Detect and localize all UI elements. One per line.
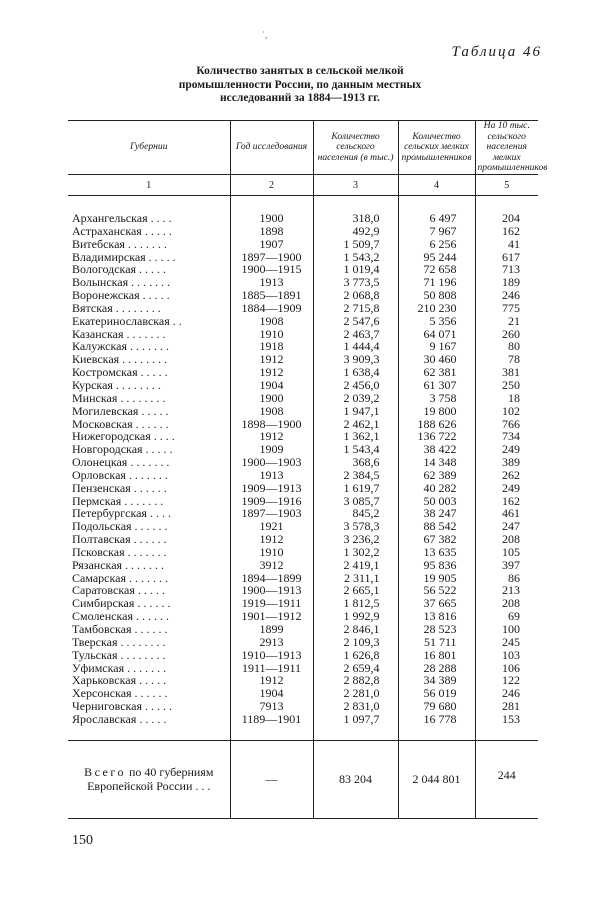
rural-population: 1 509,7	[313, 238, 398, 251]
column-number: 1	[68, 175, 230, 196]
survey-year: 1912	[230, 366, 313, 379]
survey-year: 1912	[230, 533, 313, 546]
total-count: 2 044 801	[398, 740, 475, 818]
craftsmen-count: 28 523	[398, 623, 475, 636]
survey-year: 1918	[230, 340, 313, 353]
header-craftsmen-per-10k: На 10 тыс. сельского населения мелких промышленников	[475, 121, 538, 175]
survey-year: 1910—1913	[230, 649, 313, 662]
craftsmen-count: 14 348	[398, 456, 475, 469]
total-per-10k: 244	[475, 740, 538, 818]
rural-population: 2 665,1	[313, 584, 398, 597]
province-name: Подольская . . . . . .	[72, 520, 168, 534]
craftsmen-count: 16 801	[398, 649, 475, 662]
rural-population: 1 626,8	[313, 649, 398, 662]
craftsmen-count: 210 230	[398, 302, 475, 315]
craftsmen-per-10k: 281	[475, 700, 538, 713]
craftsmen-count: 7 967	[398, 225, 475, 238]
survey-year: 3912	[230, 559, 313, 572]
craftsmen-per-10k: 775	[475, 302, 538, 315]
craftsmen-per-10k: 262	[475, 469, 538, 482]
craftsmen-per-10k: 86	[475, 572, 538, 585]
survey-year: 7913	[230, 700, 313, 713]
total-label	[68, 740, 230, 818]
total-label-rest: по 40 губерниям Европейской России . . .	[87, 765, 214, 794]
survey-year: 1909—1913	[230, 482, 313, 495]
province-name: Самарская . . . . . . .	[72, 571, 168, 585]
rural-population: 2 831,0	[313, 700, 398, 713]
craftsmen-count: 61 307	[398, 379, 475, 392]
survey-year: 1912	[230, 674, 313, 687]
craftsmen-per-10k: 102	[475, 405, 538, 418]
rural-population: 368,6	[313, 456, 398, 469]
craftsmen-per-10k: 617	[475, 251, 538, 264]
rural-population: 1 992,9	[313, 610, 398, 623]
total-year: —	[230, 740, 313, 818]
survey-year: 1921	[230, 520, 313, 533]
craftsmen-per-10k: 250	[475, 379, 538, 392]
craftsmen-count: 6 497	[398, 212, 475, 225]
craftsmen-per-10k: 213	[475, 584, 538, 597]
craftsmen-count: 30 460	[398, 353, 475, 366]
craftsmen-per-10k: 78	[475, 353, 538, 366]
province-name: Харьковская . . . . .	[72, 674, 167, 688]
province-name: Орловская . . . . . . .	[72, 468, 168, 482]
survey-year: 1910	[230, 328, 313, 341]
province-name: Архангельская . . . .	[72, 212, 172, 225]
craftsmen-count: 38 422	[398, 443, 475, 456]
province-name: Нижегородская . . . .	[72, 430, 175, 444]
table-row	[68, 366, 538, 379]
craftsmen-count: 51 711	[398, 636, 475, 649]
craftsmen-per-10k: 260	[475, 328, 538, 341]
page-number: 150	[72, 833, 93, 848]
table-row	[68, 328, 538, 341]
table-row	[68, 584, 538, 597]
craftsmen-per-10k: 18	[475, 392, 538, 405]
craftsmen-count: 95 836	[398, 559, 475, 572]
table-row	[68, 597, 538, 610]
survey-year: 1913	[230, 276, 313, 289]
craftsmen-per-10k: 105	[475, 546, 538, 559]
craftsmen-per-10k: 461	[475, 507, 538, 520]
craftsmen-count: 3 758	[398, 392, 475, 405]
rural-population: 845,2	[313, 507, 398, 520]
craftsmen-count: 5 356	[398, 315, 475, 328]
craftsmen-per-10k: 249	[475, 443, 538, 456]
craftsmen-per-10k: 381	[475, 366, 538, 379]
header-rural-population: Количество сельского населения (в тыс.)	[313, 121, 398, 175]
rural-population: 3 773,5	[313, 276, 398, 289]
craftsmen-count: 79 680	[398, 700, 475, 713]
craftsmen-per-10k: 80	[475, 340, 538, 353]
title-line-1: Количество занятых в сельской мелкой	[196, 65, 404, 77]
craftsmen-per-10k: 204	[475, 212, 538, 225]
table-row	[68, 405, 538, 418]
rural-population: 1 812,5	[313, 597, 398, 610]
survey-year: 1910	[230, 546, 313, 559]
craftsmen-count: 28 288	[398, 662, 475, 675]
province-name: Пермская . . . . . . .	[72, 494, 164, 508]
craftsmen-per-10k: 106	[475, 662, 538, 675]
craftsmen-per-10k: 100	[475, 623, 538, 636]
survey-year: 1900—1903	[230, 456, 313, 469]
rural-population: 1 444,4	[313, 340, 398, 353]
craftsmen-count: 64 071	[398, 328, 475, 341]
column-number: 2	[230, 175, 313, 196]
craftsmen-count: 37 665	[398, 597, 475, 610]
rural-population: 492,9	[313, 225, 398, 238]
craftsmen-per-10k: 208	[475, 533, 538, 546]
province-name: Рязанская . . . . . . .	[72, 558, 165, 572]
craftsmen-per-10k: 766	[475, 418, 538, 431]
table-row	[68, 212, 538, 225]
table-row	[68, 418, 538, 431]
survey-year: 1909—1916	[230, 495, 313, 508]
rural-population: 2 311,1	[313, 572, 398, 585]
title-line-3: исследований за 1884—1913 гг.	[220, 92, 380, 104]
rural-population: 2 068,8	[313, 289, 398, 302]
rural-population: 2 882,8	[313, 674, 398, 687]
rural-population: 1 947,1	[313, 405, 398, 418]
craftsmen-count: 50 003	[398, 495, 475, 508]
table-row	[68, 495, 538, 508]
rural-population: 3 085,7	[313, 495, 398, 508]
total-row	[68, 740, 538, 818]
survey-year: 1897—1903	[230, 507, 313, 520]
province-name: Витебская . . . . . . .	[72, 237, 167, 251]
province-name: Херсонская . . . . . .	[72, 687, 168, 701]
header-province: Губернии	[68, 121, 230, 175]
survey-year: 1900	[230, 392, 313, 405]
rural-population: 3 236,2	[313, 533, 398, 546]
spacer-row	[68, 726, 538, 741]
table-row	[68, 340, 538, 353]
province-name: Воронежская . . . . .	[72, 289, 170, 302]
survey-year: 2913	[230, 636, 313, 649]
rural-population: 1 638,4	[313, 366, 398, 379]
survey-year: 1908	[230, 405, 313, 418]
craftsmen-count: 13 635	[398, 546, 475, 559]
survey-year: 1899	[230, 623, 313, 636]
table-row	[68, 238, 538, 251]
craftsmen-per-10k: 189	[475, 276, 538, 289]
table-row	[68, 520, 538, 533]
table-row	[68, 251, 538, 264]
craftsmen-count: 19 905	[398, 572, 475, 585]
craftsmen-count: 34 389	[398, 674, 475, 687]
table-row	[68, 610, 538, 623]
province-name: Саратовская . . . . .	[72, 584, 165, 598]
craftsmen-per-10k: 162	[475, 225, 538, 238]
table-row	[68, 507, 538, 520]
survey-year: 1189—1901	[230, 713, 313, 726]
table-row	[68, 674, 538, 687]
rural-population: 2 659,4	[313, 662, 398, 675]
table-row	[68, 713, 538, 726]
province-name: Казанская . . . . . . .	[72, 327, 166, 341]
rural-population: 2 846,1	[313, 623, 398, 636]
province-name: Московская . . . . . .	[72, 417, 169, 431]
survey-year: 1901—1912	[230, 610, 313, 623]
craftsmen-per-10k: 734	[475, 430, 538, 443]
survey-year: 1897—1900	[230, 251, 313, 264]
craftsmen-per-10k: 389	[475, 456, 538, 469]
province-name: Новгородская . . . . .	[72, 443, 173, 457]
craftsmen-count: 19 800	[398, 405, 475, 418]
province-name: Волынская . . . . . . .	[72, 276, 171, 290]
title-line-2: промышленности России, по данным местных	[178, 78, 422, 91]
table-row	[68, 430, 538, 443]
craftsmen-per-10k: 397	[475, 559, 538, 572]
craftsmen-count: 62 381	[398, 366, 475, 379]
craftsmen-per-10k: 41	[475, 238, 538, 251]
province-name: Ярославская . . . . .	[72, 712, 167, 726]
survey-year: 1913	[230, 469, 313, 482]
column-number: 3	[313, 175, 398, 196]
table-row	[68, 263, 538, 276]
print-speck: ˙,	[262, 30, 268, 40]
province-name: Вятская . . . . . . . .	[72, 301, 161, 315]
craftsmen-count: 16 778	[398, 713, 475, 726]
rural-population: 2 456,0	[313, 379, 398, 392]
craftsmen-count: 188 626	[398, 418, 475, 431]
table-row	[68, 289, 538, 302]
column-number: 4	[398, 175, 475, 196]
table-row	[68, 623, 538, 636]
craftsmen-per-10k: 153	[475, 713, 538, 726]
craftsmen-per-10k: 249	[475, 482, 538, 495]
table-label: Таблица 46	[451, 44, 542, 60]
table-row	[68, 276, 538, 289]
table-row	[68, 469, 538, 482]
survey-year: 1907	[230, 238, 313, 251]
rural-population: 1 543,4	[313, 443, 398, 456]
survey-year: 1898	[230, 225, 313, 238]
province-name: Тверская . . . . . . . .	[72, 635, 166, 649]
craftsmen-per-10k: 208	[475, 597, 538, 610]
rural-population: 3 909,3	[313, 353, 398, 366]
rural-population: 2 715,8	[313, 302, 398, 315]
rural-population: 2 419,1	[313, 559, 398, 572]
header-row	[68, 121, 538, 175]
rural-population: 1 097,7	[313, 713, 398, 726]
province-name: Калужская . . . . . . .	[72, 340, 170, 354]
survey-year: 1904	[230, 379, 313, 392]
rural-population: 318,0	[313, 212, 398, 225]
craftsmen-count: 67 382	[398, 533, 475, 546]
rural-population: 1 362,1	[313, 430, 398, 443]
rural-population: 1 302,2	[313, 546, 398, 559]
province-name: Смоленская . . . . . .	[72, 610, 169, 623]
table-row	[68, 662, 538, 675]
table-row	[68, 302, 538, 315]
rural-population: 3 578,3	[313, 520, 398, 533]
craftsmen-count: 38 247	[398, 507, 475, 520]
survey-year: 1904	[230, 687, 313, 700]
survey-year: 1911—1911	[230, 662, 313, 675]
survey-year: 1900—1913	[230, 584, 313, 597]
table-row	[68, 353, 538, 366]
craftsmen-per-10k: 162	[475, 495, 538, 508]
craftsmen-per-10k: 122	[475, 674, 538, 687]
province-name: Уфимская . . . . . . .	[72, 661, 167, 675]
header-year: Год исследования	[230, 121, 313, 175]
table-row	[68, 392, 538, 405]
province-name: Вологодская . . . . .	[72, 263, 167, 277]
craftsmen-count: 13 816	[398, 610, 475, 623]
table-row	[68, 379, 538, 392]
rural-population: 2 547,6	[313, 315, 398, 328]
province-name: Тульская . . . . . . . .	[72, 648, 166, 662]
survey-year: 1885—1891	[230, 289, 313, 302]
province-name: Минская . . . . . . . .	[72, 391, 166, 405]
province-name: Симбирская . . . . . .	[72, 597, 171, 611]
table-row	[68, 572, 538, 585]
craftsmen-count: 71 196	[398, 276, 475, 289]
table-row	[68, 482, 538, 495]
rural-population: 2 039,2	[313, 392, 398, 405]
survey-year: 1919—1911	[230, 597, 313, 610]
spacer-row	[68, 196, 538, 213]
total-label-spaced: Всего	[84, 765, 126, 780]
craftsmen-per-10k: 247	[475, 520, 538, 533]
table-row	[68, 636, 538, 649]
craftsmen-count: 56 019	[398, 687, 475, 700]
table-row	[68, 687, 538, 700]
rural-population: 1 619,7	[313, 482, 398, 495]
province-name: Псковская . . . . . . .	[72, 545, 167, 559]
header-craftsmen-count: Количество сельских мелких промышленников	[398, 121, 475, 175]
table-row	[68, 649, 538, 662]
craftsmen-count: 9 167	[398, 340, 475, 353]
survey-year: 1898—1900	[230, 418, 313, 431]
craftsmen-count: 6 256	[398, 238, 475, 251]
craftsmen-per-10k: 245	[475, 636, 538, 649]
province-name: Екатеринославская . .	[72, 314, 182, 328]
province-name: Олонецкая . . . . . . .	[72, 456, 170, 469]
survey-year: 1908	[230, 315, 313, 328]
craftsmen-count: 62 389	[398, 469, 475, 482]
table-row	[68, 315, 538, 328]
craftsmen-count: 50 808	[398, 289, 475, 302]
province-name: Черниговская . . . . .	[72, 700, 173, 713]
province-name: Могилевская . . . . .	[72, 404, 169, 418]
province-name: Костромская . . . . .	[72, 366, 168, 379]
survey-year: 1900—1915	[230, 263, 313, 276]
table-title	[150, 65, 450, 106]
craftsmen-count: 40 282	[398, 482, 475, 495]
total-population: 83 204	[313, 740, 398, 818]
table-row	[68, 225, 538, 238]
survey-year: 1909	[230, 443, 313, 456]
survey-year: 1900	[230, 212, 313, 225]
craftsmen-count: 136 722	[398, 430, 475, 443]
craftsmen-count: 72 658	[398, 263, 475, 276]
survey-year: 1884—1909	[230, 302, 313, 315]
rural-population: 2 462,1	[313, 418, 398, 431]
table-row	[68, 546, 538, 559]
table-row	[68, 456, 538, 469]
column-number-row	[68, 175, 538, 196]
province-name: Курская . . . . . . . .	[72, 378, 161, 392]
data-table	[68, 120, 548, 819]
rural-population: 2 463,7	[313, 328, 398, 341]
province-name: Киевская . . . . . . . .	[72, 353, 168, 367]
province-name: Владимирская . . . . .	[72, 250, 176, 264]
rural-population: 1 543,2	[313, 251, 398, 264]
rural-population: 2 384,5	[313, 469, 398, 482]
table-row	[68, 533, 538, 546]
craftsmen-count: 88 542	[398, 520, 475, 533]
craftsmen-per-10k: 246	[475, 289, 538, 302]
province-name: Астраханская . . . . .	[72, 224, 172, 238]
craftsmen-per-10k: 69	[475, 610, 538, 623]
survey-year: 1912	[230, 353, 313, 366]
data-rows	[68, 212, 538, 726]
craftsmen-count: 56 522	[398, 584, 475, 597]
rural-population: 2 109,3	[313, 636, 398, 649]
craftsmen-count: 95 244	[398, 251, 475, 264]
craftsmen-per-10k: 21	[475, 315, 538, 328]
rural-population: 2 281,0	[313, 687, 398, 700]
craftsmen-per-10k: 103	[475, 649, 538, 662]
province-name: Пензенская . . . . . .	[72, 481, 167, 495]
province-name: Тамбовская . . . . . .	[72, 623, 168, 636]
province-name: Петербургская . . . .	[72, 507, 171, 521]
craftsmen-per-10k: 713	[475, 263, 538, 276]
table-row	[68, 443, 538, 456]
column-number: 5	[475, 175, 538, 196]
province-name: Полтавская . . . . . .	[72, 533, 167, 546]
table-row	[68, 559, 538, 572]
survey-year: 1894—1899	[230, 572, 313, 585]
rural-population: 1 019,4	[313, 263, 398, 276]
table-row	[68, 700, 538, 713]
craftsmen-per-10k: 246	[475, 687, 538, 700]
survey-year: 1912	[230, 430, 313, 443]
